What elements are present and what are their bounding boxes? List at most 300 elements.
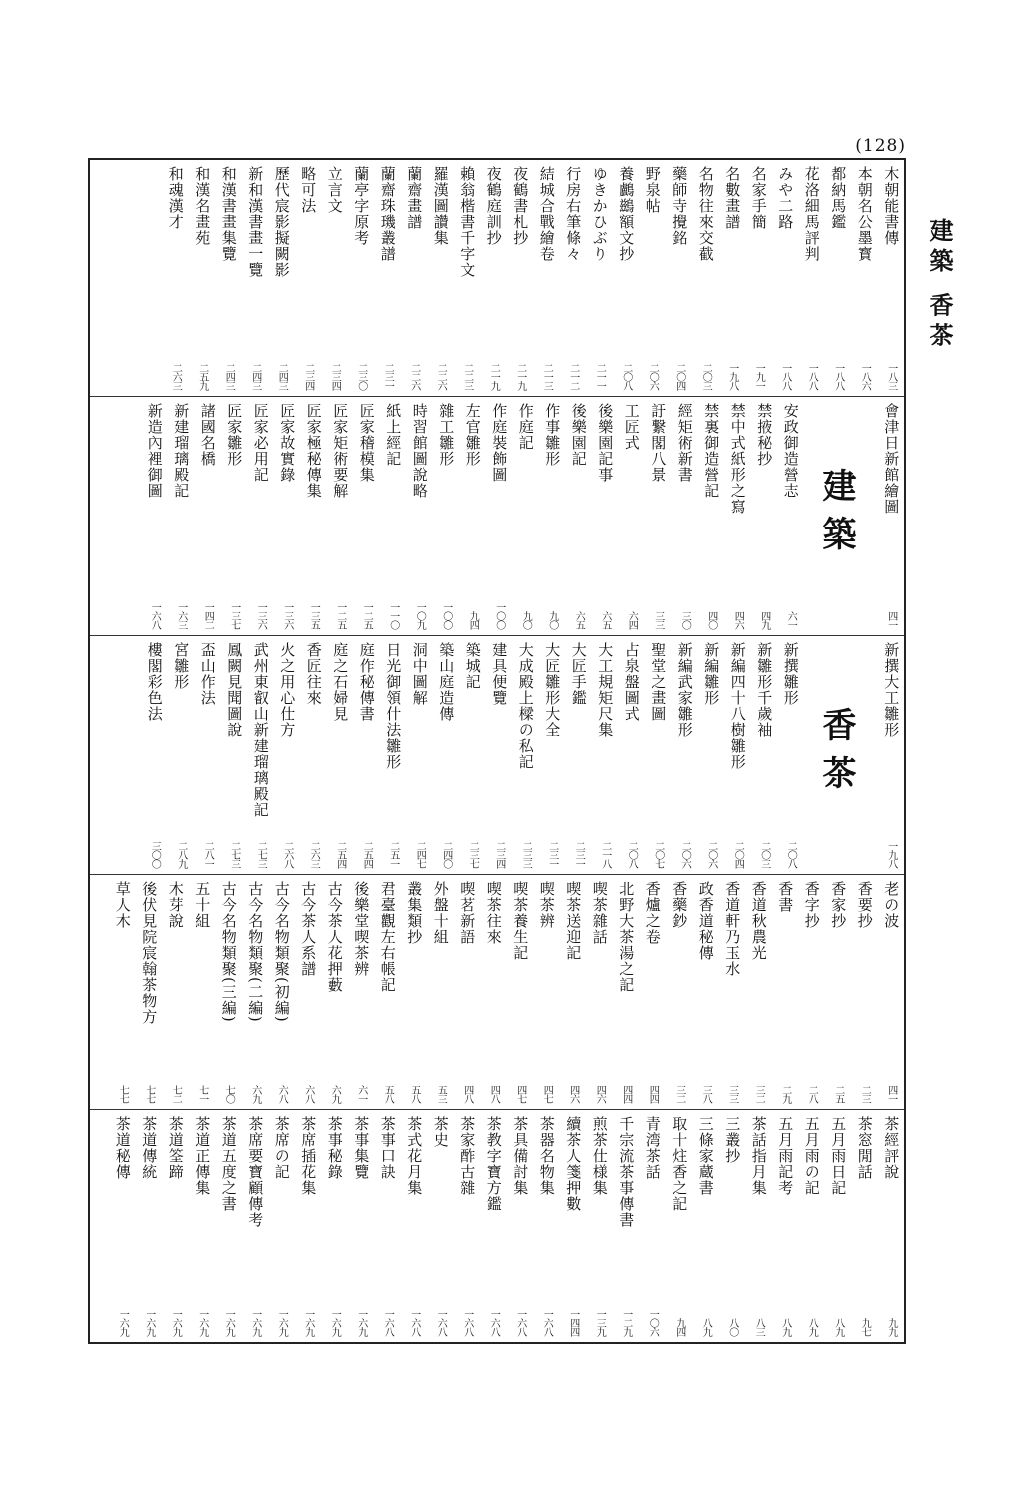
entry-page-number: 二六三 <box>308 841 320 868</box>
entry-page-number: 一六八 <box>514 1309 526 1336</box>
entry-title: 千宗流茶事傳書 <box>617 1116 636 1228</box>
index-entry <box>798 1110 825 1342</box>
index-band-2 <box>90 397 904 635</box>
index-entry <box>745 875 772 1109</box>
index-entry <box>645 636 672 874</box>
index-entry <box>168 636 195 874</box>
entry-page-number: 一六三 <box>175 602 187 629</box>
index-entry <box>512 397 539 635</box>
entry-title: 茶教字寶方鑑 <box>484 1116 503 1212</box>
entry-title: 木朝能書傳 <box>882 166 901 246</box>
entry-page-number: 四六 <box>567 1085 579 1103</box>
entry-title: 古今名物類聚(二編) <box>246 881 265 1023</box>
index-entry <box>109 875 136 1109</box>
entry-title: 外盤十組 <box>431 881 450 945</box>
entry-page-number: 一八八 <box>832 363 844 390</box>
index-entry <box>565 397 592 635</box>
entry-title: 築山庭造傳 <box>437 642 456 722</box>
entry-title: 政香道秘傳 <box>696 881 715 961</box>
index-entry <box>380 636 407 874</box>
entry-page-number: 三三 <box>726 1085 738 1103</box>
entry-title: 庭之石婦見 <box>331 642 350 722</box>
index-entry <box>565 636 592 874</box>
entry-page-number: 八三 <box>753 1318 765 1336</box>
index-entry <box>168 397 195 635</box>
index-entry <box>751 397 778 635</box>
index-entry <box>242 875 269 1109</box>
entry-page-number: 二四七 <box>414 841 426 868</box>
entry-title: 茶史 <box>431 1116 450 1148</box>
index-entry <box>427 160 454 396</box>
entry-page-number: 二九 <box>779 1085 791 1103</box>
entry-title: 叢集類抄 <box>405 881 424 945</box>
index-entry <box>719 875 746 1109</box>
index-entry <box>295 1110 322 1342</box>
entry-title: 茶家酢古雜 <box>458 1116 477 1196</box>
index-entry <box>141 397 168 635</box>
entry-page-number: 二三〇 <box>355 363 367 390</box>
entry-title: 青湾茶話 <box>643 1116 662 1180</box>
entry-title: 火之用心仕方 <box>278 642 297 738</box>
entry-page-number: 二五 <box>832 1085 844 1103</box>
entry-title: 庭作秘傳書 <box>357 642 376 722</box>
entry-page-number: 五八 <box>382 1085 394 1103</box>
entry-title: 鳳闕見聞圖說 <box>225 642 244 738</box>
entry-title: 宮雛形 <box>172 642 191 690</box>
index-entry <box>586 1110 613 1342</box>
entry-title: 匠家必用記 <box>251 403 270 483</box>
index-entry <box>300 636 327 874</box>
entry-title: 略可法 <box>299 166 318 214</box>
entry-page-number: 二八一 <box>202 841 214 868</box>
entry-page-number: 二四三 <box>249 363 261 390</box>
entry-title: 日光御領什法雛形 <box>384 642 403 770</box>
entry-page-number: 二一三 <box>541 363 553 390</box>
index-entry <box>560 875 587 1109</box>
entry-page-number: 二〇六 <box>705 841 717 868</box>
entry-page-number: 一六八 <box>488 1309 500 1336</box>
entry-page-number: 二〇八 <box>785 841 797 868</box>
index-entry <box>295 875 322 1109</box>
entry-title: 草人木 <box>113 881 132 929</box>
entry-page-number: 二〇四 <box>732 841 744 868</box>
section-heading <box>804 636 870 874</box>
entry-page-number: 一六八 <box>541 1309 553 1336</box>
entry-page-number: 一三六 <box>255 602 267 629</box>
entry-title: 茶事集覽 <box>352 1116 371 1180</box>
index-entry <box>618 397 645 635</box>
entry-page-number: 二五九 <box>196 363 208 390</box>
entry-title: 禁裏御造營記 <box>702 403 721 499</box>
index-entry <box>401 160 428 396</box>
entry-title: 野泉帖 <box>643 166 662 214</box>
index-entry <box>698 397 725 635</box>
entry-title: 香爐之卷 <box>643 881 662 945</box>
entry-title: 香要抄 <box>855 881 874 929</box>
entry-title: 木芽說 <box>166 881 185 929</box>
section-heading-text: 香茶 <box>816 707 856 803</box>
entry-title: 賴翁楷書千字文 <box>458 166 477 278</box>
entry-page-number: 八九 <box>832 1318 844 1336</box>
index-entry <box>692 875 719 1109</box>
entry-page-number: 四七 <box>541 1085 553 1103</box>
entry-page-number: 一〇九 <box>414 602 426 629</box>
index-entry <box>321 1110 348 1342</box>
entry-title: 茶式花月集 <box>405 1116 424 1196</box>
index-entry <box>374 1110 401 1342</box>
entry-page-number: 六八 <box>302 1085 314 1103</box>
index-entry <box>560 160 587 396</box>
entry-title: 羅漢圖讚集 <box>431 166 450 246</box>
entry-title: 香家抄 <box>829 881 848 929</box>
entry-page-number: 六四 <box>626 611 638 629</box>
entry-page-number: 一〇〇 <box>440 602 452 629</box>
index-entry <box>507 160 534 396</box>
entry-page-number: 一二五 <box>361 602 373 629</box>
entry-page-number: 一九八 <box>726 363 738 390</box>
index-band-3 <box>90 636 904 874</box>
index-entry <box>194 397 221 635</box>
entry-title: 和漢書畫集覽 <box>219 166 238 262</box>
entry-title: 樓閣彩色法 <box>145 642 164 722</box>
entry-title: 古今茶人系譜 <box>299 881 318 977</box>
entry-page-number: 一八六 <box>859 363 871 390</box>
entry-title: 夜鶴書札抄 <box>511 166 530 246</box>
entry-title: 蘭齋畫譜 <box>405 166 424 230</box>
index-entry <box>533 875 560 1109</box>
entry-page-number: 九七 <box>859 1318 871 1336</box>
index-entry <box>189 160 216 396</box>
index-entry <box>136 875 163 1109</box>
entry-page-number: 一九一 <box>753 363 765 390</box>
entry-title: 三叢抄 <box>723 1116 742 1164</box>
entry-title: 養鸕鷀額文抄 <box>617 166 636 262</box>
index-entry <box>189 1110 216 1342</box>
index-entry <box>454 875 481 1109</box>
index-entry <box>300 397 327 635</box>
entry-page-number: 一三九 <box>594 1309 606 1336</box>
entry-page-number: 七七 <box>117 1085 129 1103</box>
entry-title: 古今茶人花押藪 <box>325 881 344 993</box>
entry-title: 匠家雛形 <box>225 403 244 467</box>
entry-page-number: 一六九 <box>117 1309 129 1336</box>
index-entry <box>878 160 905 396</box>
entry-page-number: 三三 <box>652 611 664 629</box>
index-entry <box>639 160 666 396</box>
index-entry <box>772 160 799 396</box>
entry-page-number: 一六九 <box>223 1309 235 1336</box>
entry-title: 夜鶴庭訓抄 <box>484 166 503 246</box>
index-entry <box>851 875 878 1109</box>
entry-title: 茶席の記 <box>272 1116 291 1180</box>
index-entry <box>539 397 566 635</box>
entry-title: 香藥鈔 <box>670 881 689 929</box>
index-entry <box>639 875 666 1109</box>
entry-title: 新編四十八樹雛形 <box>728 642 747 770</box>
index-entry <box>745 160 772 396</box>
entry-page-number: 二三四 <box>493 841 505 868</box>
entry-title: 花洛細馬評判 <box>802 166 821 262</box>
entry-page-number: 一三六 <box>281 602 293 629</box>
entry-page-number: 九四 <box>467 611 479 629</box>
index-entry <box>380 397 407 635</box>
entry-page-number: 七二 <box>170 1085 182 1103</box>
index-entry <box>586 875 613 1109</box>
index-entry <box>374 160 401 396</box>
entry-title: 茶道筌蹄 <box>166 1116 185 1180</box>
index-entry <box>851 1110 878 1342</box>
index-entry <box>671 636 698 874</box>
entry-page-number: 一六八 <box>382 1309 394 1336</box>
entry-title: 新撰雛形 <box>781 642 800 706</box>
entry-page-number: 一四四 <box>567 1309 579 1336</box>
entry-title: 時習館圖說略 <box>410 403 429 499</box>
entry-page-number: 二一九 <box>488 363 500 390</box>
entry-page-number: 二〇四 <box>673 363 685 390</box>
entry-page-number: 二三 <box>859 1085 871 1103</box>
entry-title: 茶道傳統 <box>140 1116 159 1180</box>
section-heading <box>804 397 870 635</box>
index-entry <box>798 160 825 396</box>
entry-title: 築城記 <box>463 642 482 690</box>
entry-title: 建具便覽 <box>490 642 509 706</box>
entry-title: 後樂園記事 <box>596 403 615 483</box>
entry-page-number: 五三 <box>435 1085 447 1103</box>
entry-page-number: 四〇 <box>705 611 717 629</box>
entry-page-number: 四九 <box>758 611 770 629</box>
entry-page-number: 一六九 <box>355 1309 367 1336</box>
index-entry <box>247 636 274 874</box>
entry-title: 香匠往來 <box>304 642 323 706</box>
entry-page-number: 二三三 <box>520 841 532 868</box>
entry-title: 茶事秘錄 <box>325 1116 344 1180</box>
index-entry <box>560 1110 587 1342</box>
entry-title: 香書 <box>776 881 795 913</box>
index-entry <box>539 636 566 874</box>
index-entry <box>109 1110 136 1342</box>
index-entry <box>406 397 433 635</box>
heading-spacer <box>870 397 878 635</box>
entry-page-number: 一六九 <box>302 1309 314 1336</box>
index-entry <box>215 875 242 1109</box>
index-entry <box>427 875 454 1109</box>
entry-page-number: 一八三 <box>885 363 897 390</box>
entry-title: 立言文 <box>325 166 344 214</box>
entry-title: 五月雨の記 <box>802 1116 821 1196</box>
index-entry <box>507 875 534 1109</box>
entry-page-number: 二七三 <box>228 841 240 868</box>
entry-title: 洞中圖解 <box>410 642 429 706</box>
entry-page-number: 一六八 <box>408 1309 420 1336</box>
entry-title: 左官雛形 <box>463 403 482 467</box>
entry-page-number: 一〇六 <box>647 1309 659 1336</box>
index-entry <box>533 1110 560 1342</box>
entry-title: 茶道五度之書 <box>219 1116 238 1212</box>
entry-title: 作事雛形 <box>543 403 562 467</box>
entry-page-number: 二八九 <box>175 841 187 868</box>
index-entry <box>724 636 751 874</box>
index-entry <box>777 636 804 874</box>
entry-title: 茶器名物集 <box>537 1116 556 1196</box>
index-entry <box>666 1110 693 1342</box>
index-entry <box>751 636 778 874</box>
index-entry <box>645 397 672 635</box>
index-entry <box>724 397 751 635</box>
entry-title: 三條家蔵書 <box>696 1116 715 1196</box>
entry-page-number: 二〇三 <box>700 363 712 390</box>
entry-title: 匠家極秘傳集 <box>304 403 323 499</box>
index-entry <box>327 397 354 635</box>
index-entry <box>215 160 242 396</box>
entry-page-number: 一四二 <box>202 602 214 629</box>
entry-page-number: 一六九 <box>249 1309 261 1336</box>
index-entry <box>698 636 725 874</box>
index-entry <box>401 1110 428 1342</box>
entry-title: 五月雨記考 <box>776 1116 795 1196</box>
index-entry <box>162 875 189 1109</box>
entry-title: 蘭亭字原考 <box>352 166 371 246</box>
entry-title: 五月雨日記 <box>829 1116 848 1196</box>
entry-title: 占泉盤圖式 <box>622 642 641 722</box>
index-entry <box>671 397 698 635</box>
entry-title: 喫茶雜話 <box>590 881 609 945</box>
entry-page-number: 三〇 <box>679 611 691 629</box>
entry-page-number: 二二六 <box>408 363 420 390</box>
index-entry <box>459 397 486 635</box>
entry-page-number: 二〇八 <box>620 363 632 390</box>
entry-page-number: 一六九 <box>143 1309 155 1336</box>
entry-title: 茶道正傳集 <box>193 1116 212 1196</box>
entry-page-number: 四六 <box>732 611 744 629</box>
entry-title: 後伏見院宸翰茶物方 <box>140 881 159 1025</box>
entry-page-number: 六八 <box>276 1085 288 1103</box>
entry-page-number: 二一九 <box>514 363 526 390</box>
entry-title: 香道秋農光 <box>749 881 768 961</box>
index-entry <box>507 1110 534 1342</box>
entry-title: 喫茶辨 <box>537 881 556 929</box>
running-head: 建築 香茶 <box>925 218 954 353</box>
index-entry <box>348 160 375 396</box>
entry-page-number: 二〇六 <box>647 363 659 390</box>
index-entry <box>348 875 375 1109</box>
index-entry <box>692 1110 719 1342</box>
entry-title: 茶具備討集 <box>511 1116 530 1196</box>
entry-title: 禁掖秘抄 <box>755 403 774 467</box>
entry-page-number: 二二六 <box>435 363 447 390</box>
entry-title: 本朝名公墨寳 <box>855 166 874 262</box>
entry-title: 煎茶仕様集 <box>590 1116 609 1196</box>
entry-page-number: 二一一 <box>594 363 606 390</box>
index-entry <box>433 636 460 874</box>
entry-page-number: 五八 <box>408 1085 420 1103</box>
index-entry <box>878 397 905 635</box>
index-band-5 <box>90 1110 904 1342</box>
entry-page-number: 二〇七 <box>652 841 664 868</box>
index-entry <box>221 636 248 874</box>
entry-title: 名數畫譜 <box>723 166 742 230</box>
index-entry <box>586 160 613 396</box>
index-entry <box>613 875 640 1109</box>
index-entry <box>486 397 513 635</box>
entry-page-number: 一六九 <box>329 1309 341 1336</box>
entry-title: 紙上經記 <box>384 403 403 467</box>
index-entry <box>533 160 560 396</box>
entry-title: 大成殿上樑の私記 <box>516 642 535 770</box>
heading-spacer <box>870 636 878 874</box>
entry-title: 新雛形千歲袖 <box>755 642 774 738</box>
entry-page-number: 八〇 <box>726 1318 738 1336</box>
entry-title: 名家手簡 <box>749 166 768 230</box>
entry-page-number: 六五 <box>599 611 611 629</box>
entry-page-number: 一〇〇 <box>493 602 505 629</box>
entry-title: 茶席插花集 <box>299 1116 318 1196</box>
index-entry <box>353 397 380 635</box>
index-entry <box>719 160 746 396</box>
entry-title: 茶話指月集 <box>749 1116 768 1196</box>
entry-title: 匠家稽模集 <box>357 403 376 483</box>
entry-page-number: 七一 <box>196 1085 208 1103</box>
entry-page-number: 二三四 <box>302 363 314 390</box>
entry-title: 君臺觀左右帳記 <box>378 881 397 993</box>
entry-page-number: 九〇 <box>546 611 558 629</box>
entry-title: 茶窓閒話 <box>855 1116 874 1180</box>
index-entry <box>745 1110 772 1342</box>
entry-title: 古今名物類聚(初編) <box>272 881 291 1023</box>
index-entry <box>268 1110 295 1342</box>
entry-page-number: 一八八 <box>779 363 791 390</box>
entry-page-number: 一三七 <box>228 602 240 629</box>
index-entry <box>401 875 428 1109</box>
index-entry <box>772 1110 799 1342</box>
entry-title: 和魂漢才 <box>166 166 185 230</box>
entry-page-number: 二二三 <box>461 363 473 390</box>
entry-title: 茶席要寶顧傳考 <box>246 1116 265 1228</box>
index-entry <box>592 636 619 874</box>
index-entry <box>777 397 804 635</box>
entry-page-number: 二三一 <box>573 841 585 868</box>
entry-title: 茶道秘傳 <box>113 1116 132 1180</box>
index-entry <box>618 636 645 874</box>
entry-title: 大工規矩尺集 <box>596 642 615 738</box>
entry-page-number: 八九 <box>806 1318 818 1336</box>
index-entry <box>592 397 619 635</box>
entry-page-number: 七〇 <box>223 1085 235 1103</box>
entry-title: 後樂堂喫茶辨 <box>352 881 371 977</box>
entry-page-number: 七七 <box>143 1085 155 1103</box>
entry-page-number: 二三一 <box>382 363 394 390</box>
entry-title: 武州東叡山新建瑠璃殿記 <box>251 642 270 818</box>
entry-page-number: 二四〇 <box>440 841 452 868</box>
page-number: (128) <box>855 136 906 156</box>
index-entry <box>798 875 825 1109</box>
entry-page-number: 一二五 <box>334 602 346 629</box>
index-entry <box>215 1110 242 1342</box>
entry-title: 喫茶養生記 <box>511 881 530 961</box>
entry-title: 喫茗新語 <box>458 881 477 945</box>
entry-title: 藥師寺攪銘 <box>670 166 689 246</box>
entry-page-number: 三八 <box>700 1085 712 1103</box>
entry-title: 諸國名橋 <box>198 403 217 467</box>
entry-page-number: 二〇六 <box>679 841 691 868</box>
entry-title: 古今名物類聚(三編) <box>219 881 238 1023</box>
entry-page-number: 四一 <box>885 1085 897 1103</box>
index-entry <box>136 1110 163 1342</box>
entry-page-number: 二五四 <box>334 841 346 868</box>
index-entry <box>878 1110 905 1342</box>
entry-page-number: 二五四 <box>361 841 373 868</box>
index-entry <box>189 875 216 1109</box>
entry-title: 雜工雛形 <box>437 403 456 467</box>
